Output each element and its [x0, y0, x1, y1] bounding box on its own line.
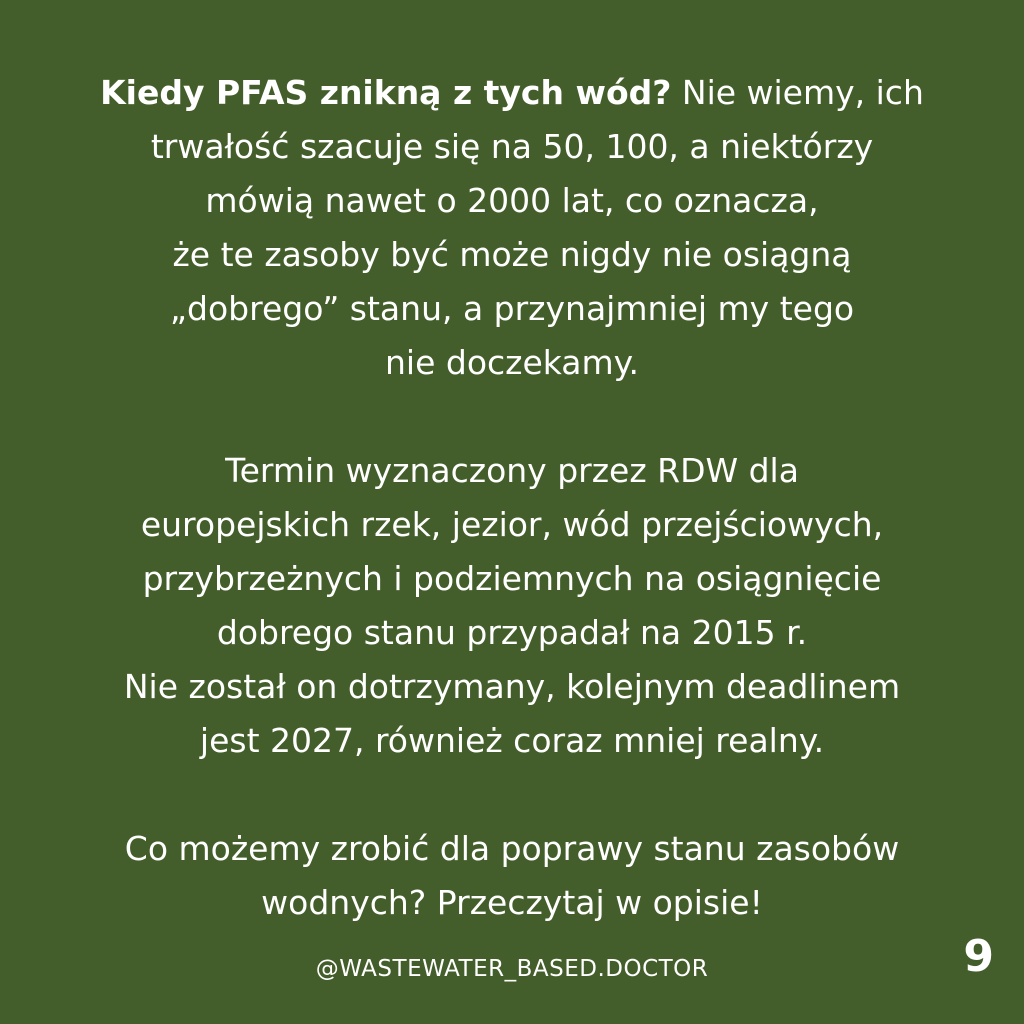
bold-question: Kiedy PFAS znikną z tych wód? [100, 73, 672, 112]
paragraph-call-to-action [40, 822, 984, 930]
text-line: przybrzeżnych i podziemnych na osiągnięcie [142, 559, 882, 598]
text-line: wodnych? Przeczytaj w opisie! [261, 883, 763, 922]
text-line: Termin wyznaczony przez RDW dla [225, 451, 799, 490]
account-handle: @WASTEWATER_BASED.DOCTOR [315, 956, 709, 982]
page-number: 9 [963, 931, 994, 982]
paragraph-pfas-duration [40, 66, 984, 390]
text-line: Nie wiemy, ich [671, 73, 924, 112]
text-line: europejskich rzek, jezior, wód przejściowych, [140, 505, 884, 544]
text-line: dobrego stanu przypadał na 2015 r. [216, 613, 808, 652]
text-line: jest 2027, również coraz mniej realny. [199, 721, 825, 760]
text-line: Co możemy zrobić dla poprawy stanu zasobów [124, 829, 900, 868]
text-line: „dobrego” stanu, a przynajmniej my tego [169, 289, 855, 328]
text-line: że te zasoby być może nigdy nie osiągną [172, 235, 852, 274]
text-line: mówią nawet o 2000 lat, co oznacza, [205, 181, 819, 220]
slide-text [40, 66, 984, 930]
text-line: Nie został on dotrzymany, kolejnym deadlinem [123, 667, 901, 706]
text-line: nie doczekamy. [385, 343, 639, 382]
text-line: trwałość szacuje się na 50, 100, a niektórzy [150, 127, 874, 166]
paragraph-rdw-deadline [40, 444, 984, 768]
